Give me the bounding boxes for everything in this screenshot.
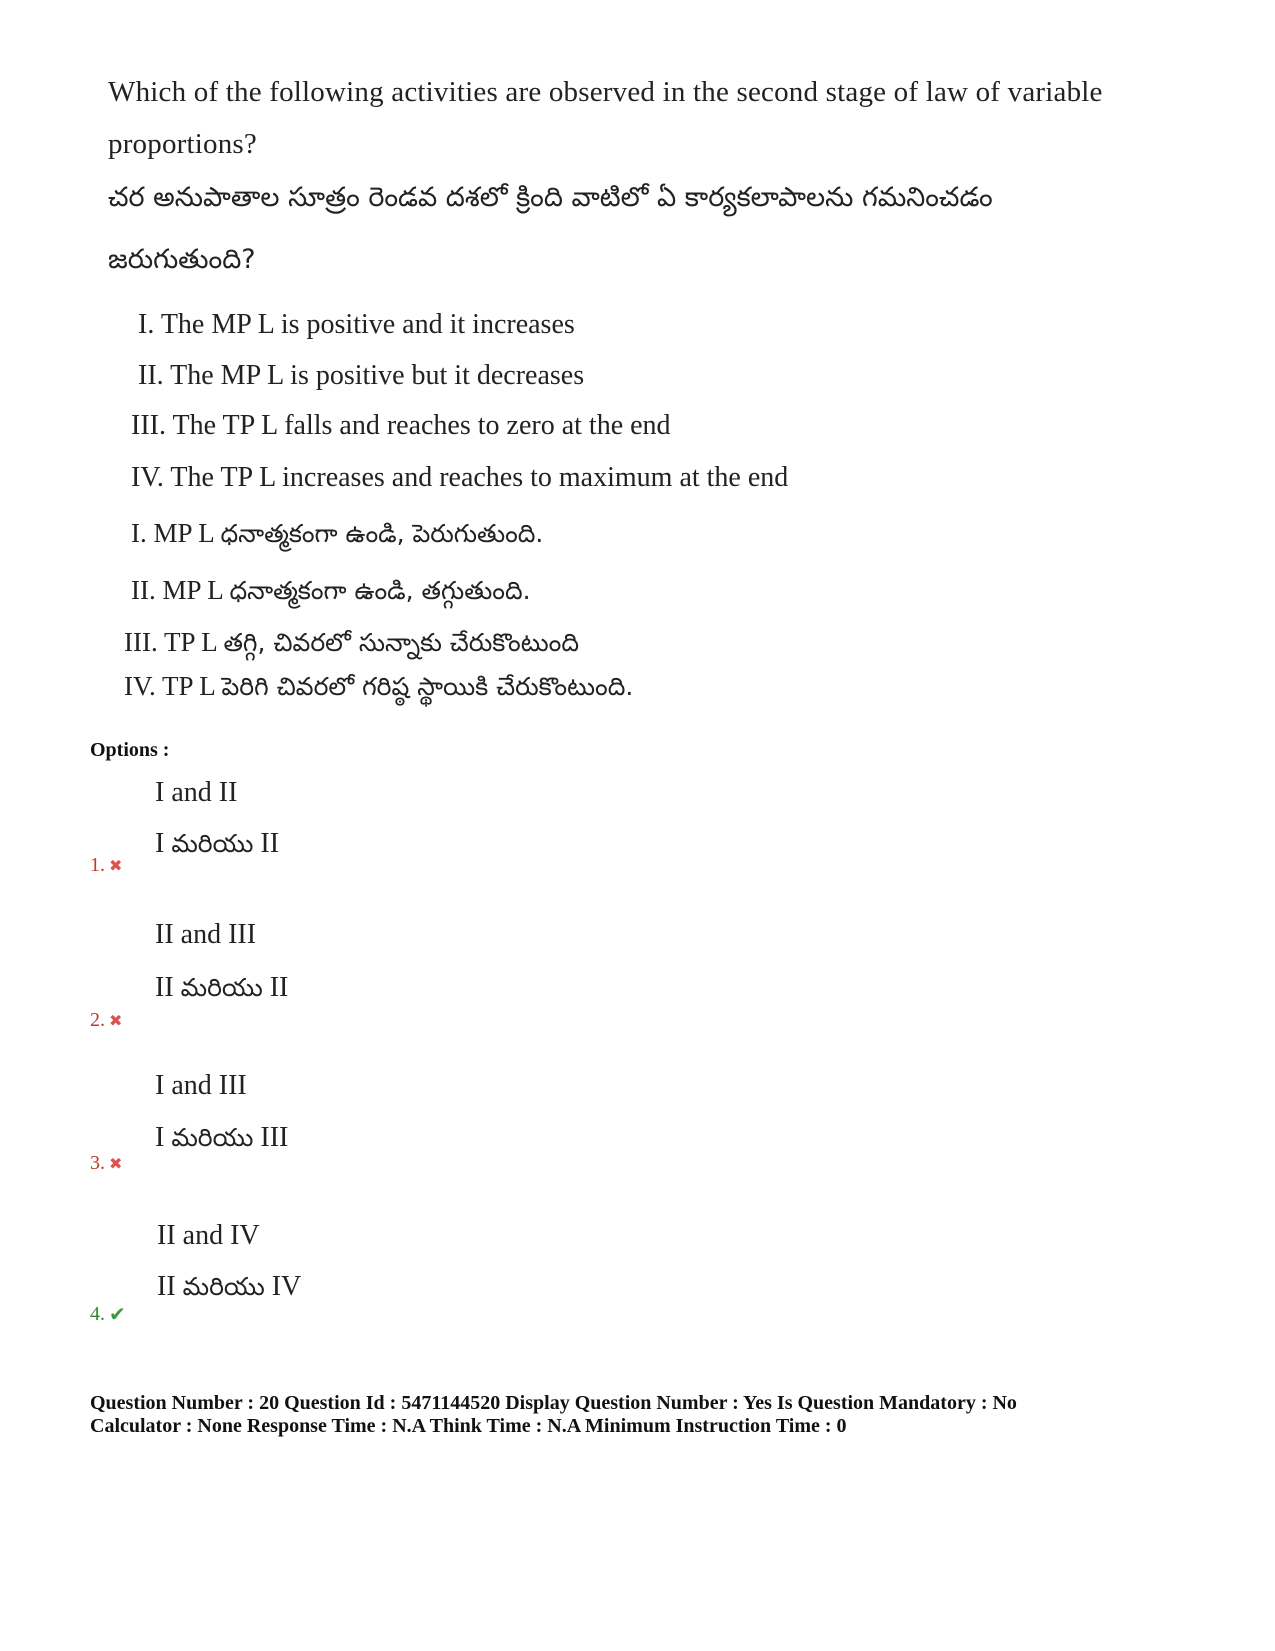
option-2-te-b: II	[269, 972, 289, 1003]
statement-en-4: IV. The TP L increases and reaches to maximum at the end	[131, 462, 789, 493]
statement-te-4-prefix: IV. TP L	[124, 671, 215, 701]
option-1-text-te[interactable]	[155, 828, 279, 865]
statement-en-3: III. The TP L falls and reaches to zero at the end	[131, 410, 671, 441]
question-text-te-line1: చర అనుపాతాల సూత్రం రెండవ దశలో క్రింది వాటిలో ఏ కార్యకలాపాలను గమనించడం	[108, 182, 993, 213]
cross-icon: ✖	[109, 856, 123, 875]
option-4-number[interactable]	[90, 1302, 126, 1326]
option-2-number-label: 2.	[90, 1009, 105, 1031]
check-icon: ✔	[109, 1302, 126, 1326]
option-1-text-en[interactable]: I and II	[155, 777, 238, 808]
option-1-te-b: II	[260, 828, 280, 859]
option-3-te-word: మరియు	[171, 1123, 254, 1152]
option-2-number[interactable]	[90, 1009, 122, 1032]
statement-te-2	[131, 575, 531, 612]
question-meta-line1: Question Number : 20 Question Id : 5471144520 Display Question Number : Yes Is Question Mandatory : No	[90, 1392, 1017, 1414]
statement-en-2: II. The MP L is positive but it decreases	[138, 360, 585, 391]
option-1-number[interactable]	[90, 854, 122, 877]
option-2-text-en[interactable]: II and III	[155, 919, 257, 950]
statement-te-1-prefix: I. MP L	[131, 518, 214, 548]
question-text-en-line1: Which of the following activities are observed in the second stage of law of variable	[108, 76, 1103, 108]
option-2-text-te[interactable]	[155, 972, 288, 1009]
option-3-number-label: 3.	[90, 1152, 105, 1174]
statement-te-2-text: ధనాత్మకంగా ఉండి, తగ్గుతుంది.	[229, 576, 531, 605]
option-3-text-en[interactable]: I and III	[155, 1070, 247, 1101]
statement-te-3-text: తగ్గి, చివరలో సున్నాకు చేరుకొంటుంది	[223, 628, 579, 657]
option-4-text-en[interactable]: II and IV	[157, 1220, 260, 1251]
option-2-te-word: మరియు	[180, 973, 263, 1002]
options-label: Options :	[90, 739, 170, 761]
statement-te-3	[124, 627, 579, 664]
option-4-text-te[interactable]	[157, 1271, 301, 1308]
option-4-te-a: II	[157, 1271, 176, 1302]
statement-te-1	[131, 518, 543, 555]
statement-te-1-text: ధనాత్మకంగా ఉండి, పెరుగుతుంది.	[220, 519, 544, 548]
question-text-en-line2: proportions?	[108, 128, 257, 160]
option-3-text-te[interactable]	[155, 1122, 288, 1159]
option-4-number-label: 4.	[90, 1302, 105, 1325]
option-4-te-word: మరియు	[182, 1272, 265, 1301]
statement-te-2-prefix: II. MP L	[131, 575, 223, 605]
option-4-te-b: IV	[271, 1271, 302, 1302]
option-1-te-a: I	[155, 828, 165, 859]
option-2-te-a: II	[155, 972, 174, 1003]
option-1-te-word: మరియు	[171, 829, 254, 858]
cross-icon: ✖	[109, 1154, 123, 1173]
cross-icon: ✖	[109, 1011, 123, 1030]
option-3-number[interactable]	[90, 1152, 122, 1175]
statement-te-4	[124, 671, 633, 708]
question-meta-line2: Calculator : None Response Time : N.A Think Time : N.A Minimum Instruction Time : 0	[90, 1415, 847, 1437]
question-text-te-line2: జరుగుతుంది?	[108, 244, 256, 275]
option-3-te-b: III	[260, 1122, 289, 1153]
option-1-number-label: 1.	[90, 854, 105, 876]
statement-te-4-text: పెరిగి చివరలో గరిష్ఠ స్థాయికి చేరుకొంటుంది.	[221, 672, 634, 701]
statement-en-1: I. The MP L is positive and it increases	[138, 309, 575, 340]
option-3-te-a: I	[155, 1122, 165, 1153]
statement-te-3-prefix: III. TP L	[124, 627, 217, 657]
